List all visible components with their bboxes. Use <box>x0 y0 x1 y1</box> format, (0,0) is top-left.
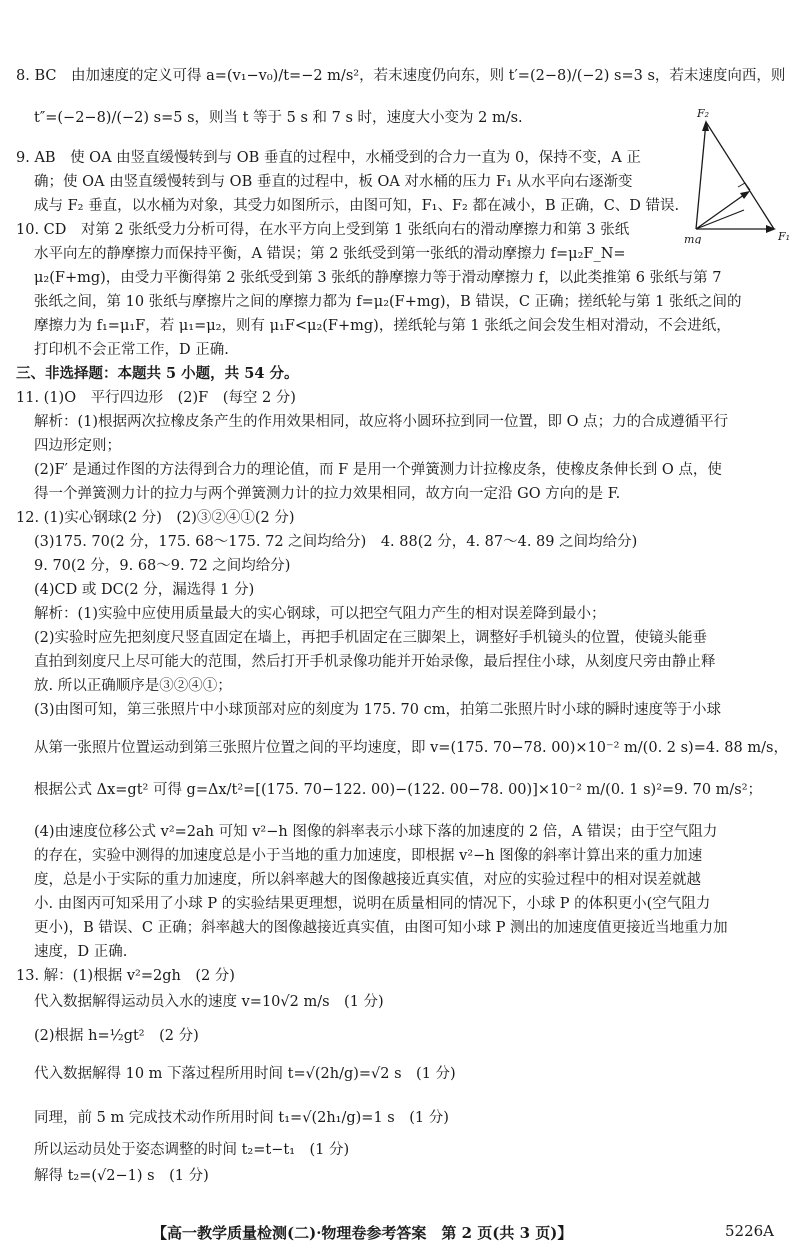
text-line: 9. 70(2 分，9. 68～9. 72 之间均给分) <box>34 558 291 574</box>
text-line: (2)实验时应先把刻度尺竖直固定在墙上，再把手机固定在三脚架上，调整好手机镜头的位置，使镜头能垂 <box>34 630 708 646</box>
footer-title: 【高一教学质量检测(二)·物理卷参考答案 第 2 页(共 3 页)】 <box>152 1224 573 1242</box>
text-line: 小. 由图丙可知采用了小球 P 的实验结果更理想，说明在质量相同的情况下，小球 P 的体积更小(空气阻力 <box>34 896 711 912</box>
text-line: 根据公式 Δx=gt² 可得 g=Δx/t²=[(175. 70−122. 00)−(122. 00−78. 00)]×10⁻² m/(0. 1 s)²=9. 70 m/s²； <box>34 782 763 798</box>
text-line: 四边形定则； <box>34 438 121 454</box>
text-line: (4)CD 或 DC(2 分，漏选得 1 分) <box>34 582 255 598</box>
normal-vector <box>696 210 744 229</box>
force-diagram <box>684 104 794 244</box>
mg-label: mg <box>684 233 702 244</box>
text-line: 9. AB 使 OA 由竖直缓慢转到与 OB 垂直的过程中，水桶受到的合力一直为 0，保持不变，A 正 <box>16 150 641 166</box>
text-line: 13. 解：(1)根据 v²=2gh (2 分) <box>16 968 235 984</box>
text-line: 解得 t₂=(√2−1) s (1 分) <box>34 1168 209 1184</box>
text-line: μ₂(F+mg)，由受力平衡得第 2 张纸受到第 3 张纸的静摩擦力等于滑动摩擦力 f，以此类推第 6 张纸与第 7 <box>34 270 722 286</box>
text-line: 成与 F₂ 垂直，以水桶为对象，其受力如图所示，由图可知，F₁、F₂ 都在减小，B 正确，C、D 错误. <box>34 198 680 214</box>
text-line: 更小)，B 错误、C 正确；斜率越大的图像越接近真实值，由图可知小球 P 测出的加速度值更接近当地重力加 <box>34 920 728 936</box>
text-line: 度，总是小于实际的重力加速度，所以斜率越大的图像越接近真实值，对应的实验过程中的相对误差就越 <box>34 872 701 888</box>
text-line: 所以运动员处于姿态调整的时间 t₂=t−t₁ (1 分) <box>34 1142 350 1158</box>
text-line: 的存在，实验中测得的加速度总是小于当地的重力加速度，即根据 v²−h 图像的斜率计算出来的重力加速 <box>34 848 703 864</box>
text-line: 速度，D 正确. <box>34 944 128 960</box>
text-line: (4)由速度位移公式 v²=2ah 可知 v²−h 图像的斜率表示小球下落的加速度的 2 倍，A 错误；由于空气阻力 <box>34 824 718 840</box>
page-footer <box>0 1222 800 1246</box>
text-line: 同理，前 5 m 完成技术动作所用时间 t₁=√(2h₁/g)=1 s (1 分) <box>34 1110 449 1126</box>
text-line: (2)F′ 是通过作图的方法得到合力的理论值，而 F 是用一个弹簧测力计拉橡皮条，使橡皮条伸长到 O 点，使 <box>34 462 722 478</box>
text-line: 得一个弹簧测力计的拉力与两个弹簧测力计的拉力效果相同，故方向一定沿 GO 方向的是 F. <box>34 486 621 502</box>
text-line: 直拍到刻度尺上尽可能大的范围，然后打开手机录像功能并开始录像，最后捏住小球，从刻度尺旁由静止释 <box>34 654 716 670</box>
text-line: 确；使 OA 由竖直缓慢转到与 OB 垂直的过程中，板 OA 对水桶的压力 F₁ 从水平向右逐渐变 <box>34 174 633 190</box>
text-line: 11. (1)O 平行四边形 (2)F (每空 2 分) <box>16 390 296 406</box>
text-line: (3)由图可知，第三张照片中小球顶部对应的刻度为 175. 70 cm，拍第二张照片时小球的瞬时速度等于小球 <box>34 702 721 718</box>
text-line: 摩擦力为 f₁=μ₁F，若 μ₁=μ₂，则有 μ₁F<μ₂(F+mg)，搓纸轮与第 1 张纸之间会发生相对滑动，不会进纸， <box>34 318 731 334</box>
text-line: 解析：(1)根据两次拉橡皮条产生的作用效果相同，故应将小圆环拉到同一位置，即 O 点；力的合成遵循平行 <box>34 414 729 430</box>
text-line: 12. (1)实心钢球(2 分) (2)③②④①(2 分) <box>16 510 295 526</box>
text-line: 水平向左的静摩擦力而保持平衡，A 错误；第 2 张纸受到第一张纸的滑动摩擦力 f=μ₂F_N= <box>34 246 626 262</box>
resultant-vector <box>696 192 748 229</box>
f2-label: F₂ <box>697 107 710 120</box>
text-line: (3)175. 70(2 分，175. 68～175. 72 之间均给分) 4. 88(2 分，4. 87～4. 89 之间均给分) <box>34 534 638 550</box>
text-line: 10. CD 对第 2 张纸受力分析可得，在水平方向上受到第 1 张纸向右的滑动摩擦力和第 3 张纸 <box>16 222 630 238</box>
footer-code: 5226A <box>724 1222 774 1240</box>
text-line: 代入数据解得 10 m 下落过程所用时间 t=√(2h/g)=√2 s (1 分) <box>34 1066 456 1082</box>
text-line: 解析：(1)实验中应使用质量最大的实心钢球，可以把空气阻力产生的相对误差降到最小； <box>34 606 606 622</box>
resultant-arrowhead <box>740 191 750 199</box>
text-line: 放. 所以正确顺序是③②④①； <box>34 678 232 694</box>
hypotenuse <box>706 122 774 229</box>
text-line: t″=(−2−8)/(−2) s=5 s，则当 t 等于 5 s 和 7 s 时，速度大小变为 2 m/s. <box>34 110 523 126</box>
f1-label: F₁ <box>778 230 791 243</box>
text-line: 三、非选择题：本题共 5 小题，共 54 分。 <box>16 365 299 382</box>
text-line: 8. BC 由加速度的定义可得 a=(v₁−v₀)/t=−2 m/s²，若末速度仍向东，则 t′=(2−8)/(−2) s=3 s，若末速度向西，则 <box>16 68 786 84</box>
text-line: (2)根据 h=½gt² (2 分) <box>34 1028 199 1044</box>
f1-arrowhead <box>766 225 776 233</box>
text-line: 打印机不会正常工作，D 正确. <box>34 342 229 358</box>
text-line: 张纸之间，第 10 张纸与摩擦片之间的摩擦力都为 f=μ₂(F+mg)，B 错误，C 正确；搓纸轮与第 1 张纸之间的 <box>34 294 742 310</box>
text-line: 从第一张照片位置运动到第三张照片位置之间的平均速度，即 v=(175. 70−78. 00)×10⁻² m/(0. 2 s)=4. 88 m/s， <box>34 740 788 756</box>
text-line: 代入数据解得运动员入水的速度 v=10√2 m/s (1 分) <box>34 994 384 1010</box>
f2-vector <box>696 122 706 229</box>
